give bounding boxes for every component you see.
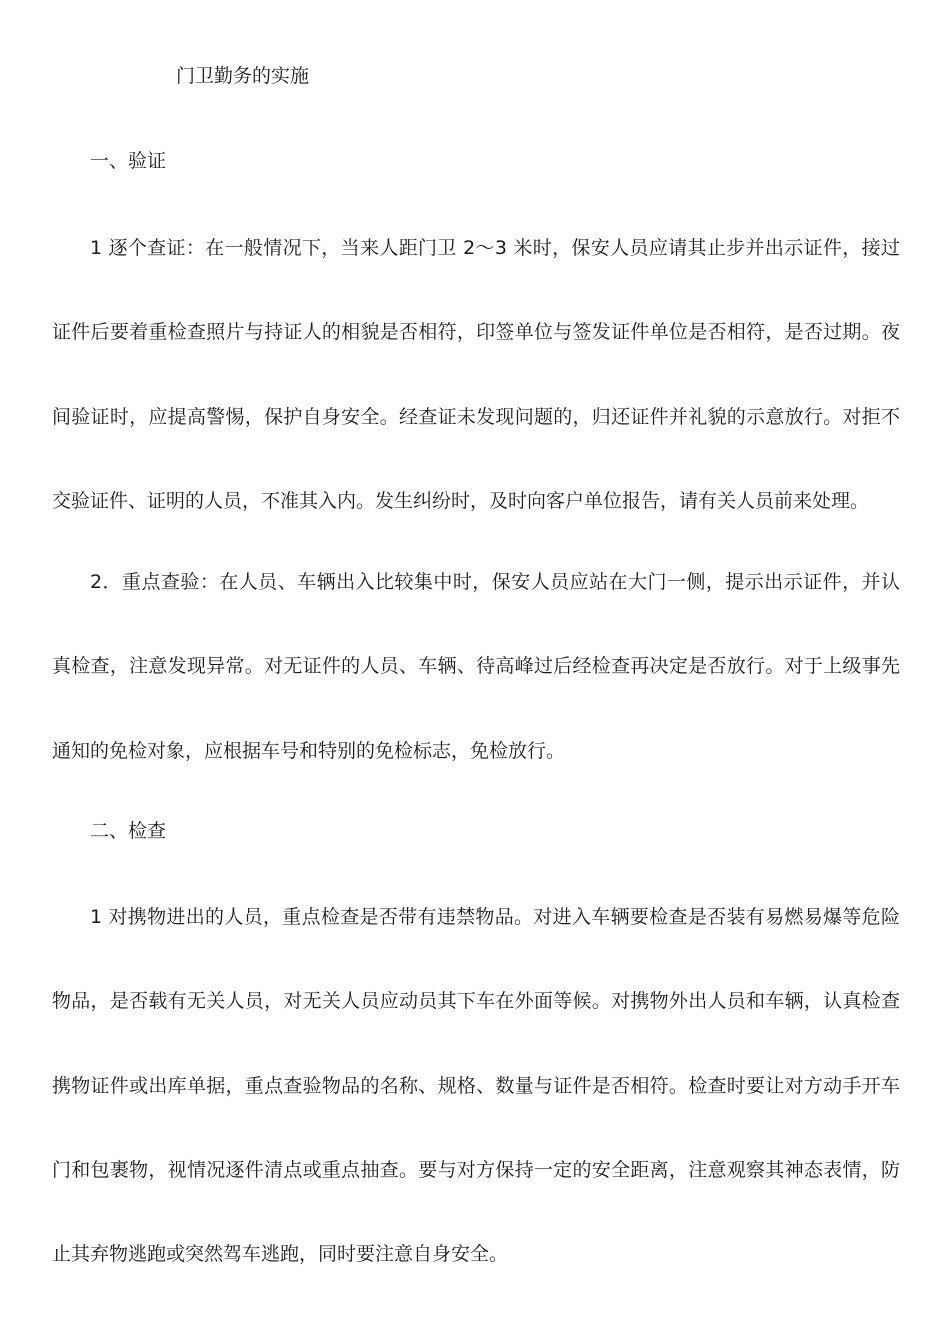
section-heading-verification: 一、验证 (90, 150, 167, 172)
section-heading-inspection: 二、检查 (90, 820, 167, 842)
paragraph-key-inspection: 2．重点查验：在人员、车辆出入比较集中时，保安人员应站在大门一侧，提示出示证件，并认真检查，注意发现异常。对无证件的人员、车辆、待高峰过后经检查再决定是否放行。对于上级事先通知的免检对象，应根据车号和特别的免检标志，免检放行。 (52, 571, 900, 762)
document-title: 门卫勤务的实施 (176, 65, 310, 87)
paragraph-check-one-by-one: 1 逐个查证：在一般情况下，当来人距门卫 2～3 米时，保安人员应请其止步并出示证件，接过证件后要着重检查照片与持证人的相貌是否相符，印签单位与签发证件单位是否相符，是否过期。夜间验证时，应提高警惕，保护自身安全。经查证未发现问题的，归还证件并礼貌的示意放行。对拒不交验证件、证明的人员，不准其入内。发生纠纷时，及时向客户单位报告，请有关人员前来处理。 (52, 237, 900, 512)
paragraph-carried-items-inspection: 1 对携物进出的人员，重点检查是否带有违禁物品。对进入车辆要检查是否装有易燃易爆等危险物品，是否载有无关人员，对无关人员应动员其下车在外面等候。对携物外出人员和车辆，认真检查携物证件或出库单据，重点查验物品的名称、规格、数量与证件是否相符。检查时要让对方动手开车门和包裹物，视情况逐件清点或重点抽查。要与对方保持一定的安全距离，注意观察其神态表情，防止其弃物逃跑或突然驾车逃跑，同时要注意自身安全。 (52, 906, 900, 1266)
